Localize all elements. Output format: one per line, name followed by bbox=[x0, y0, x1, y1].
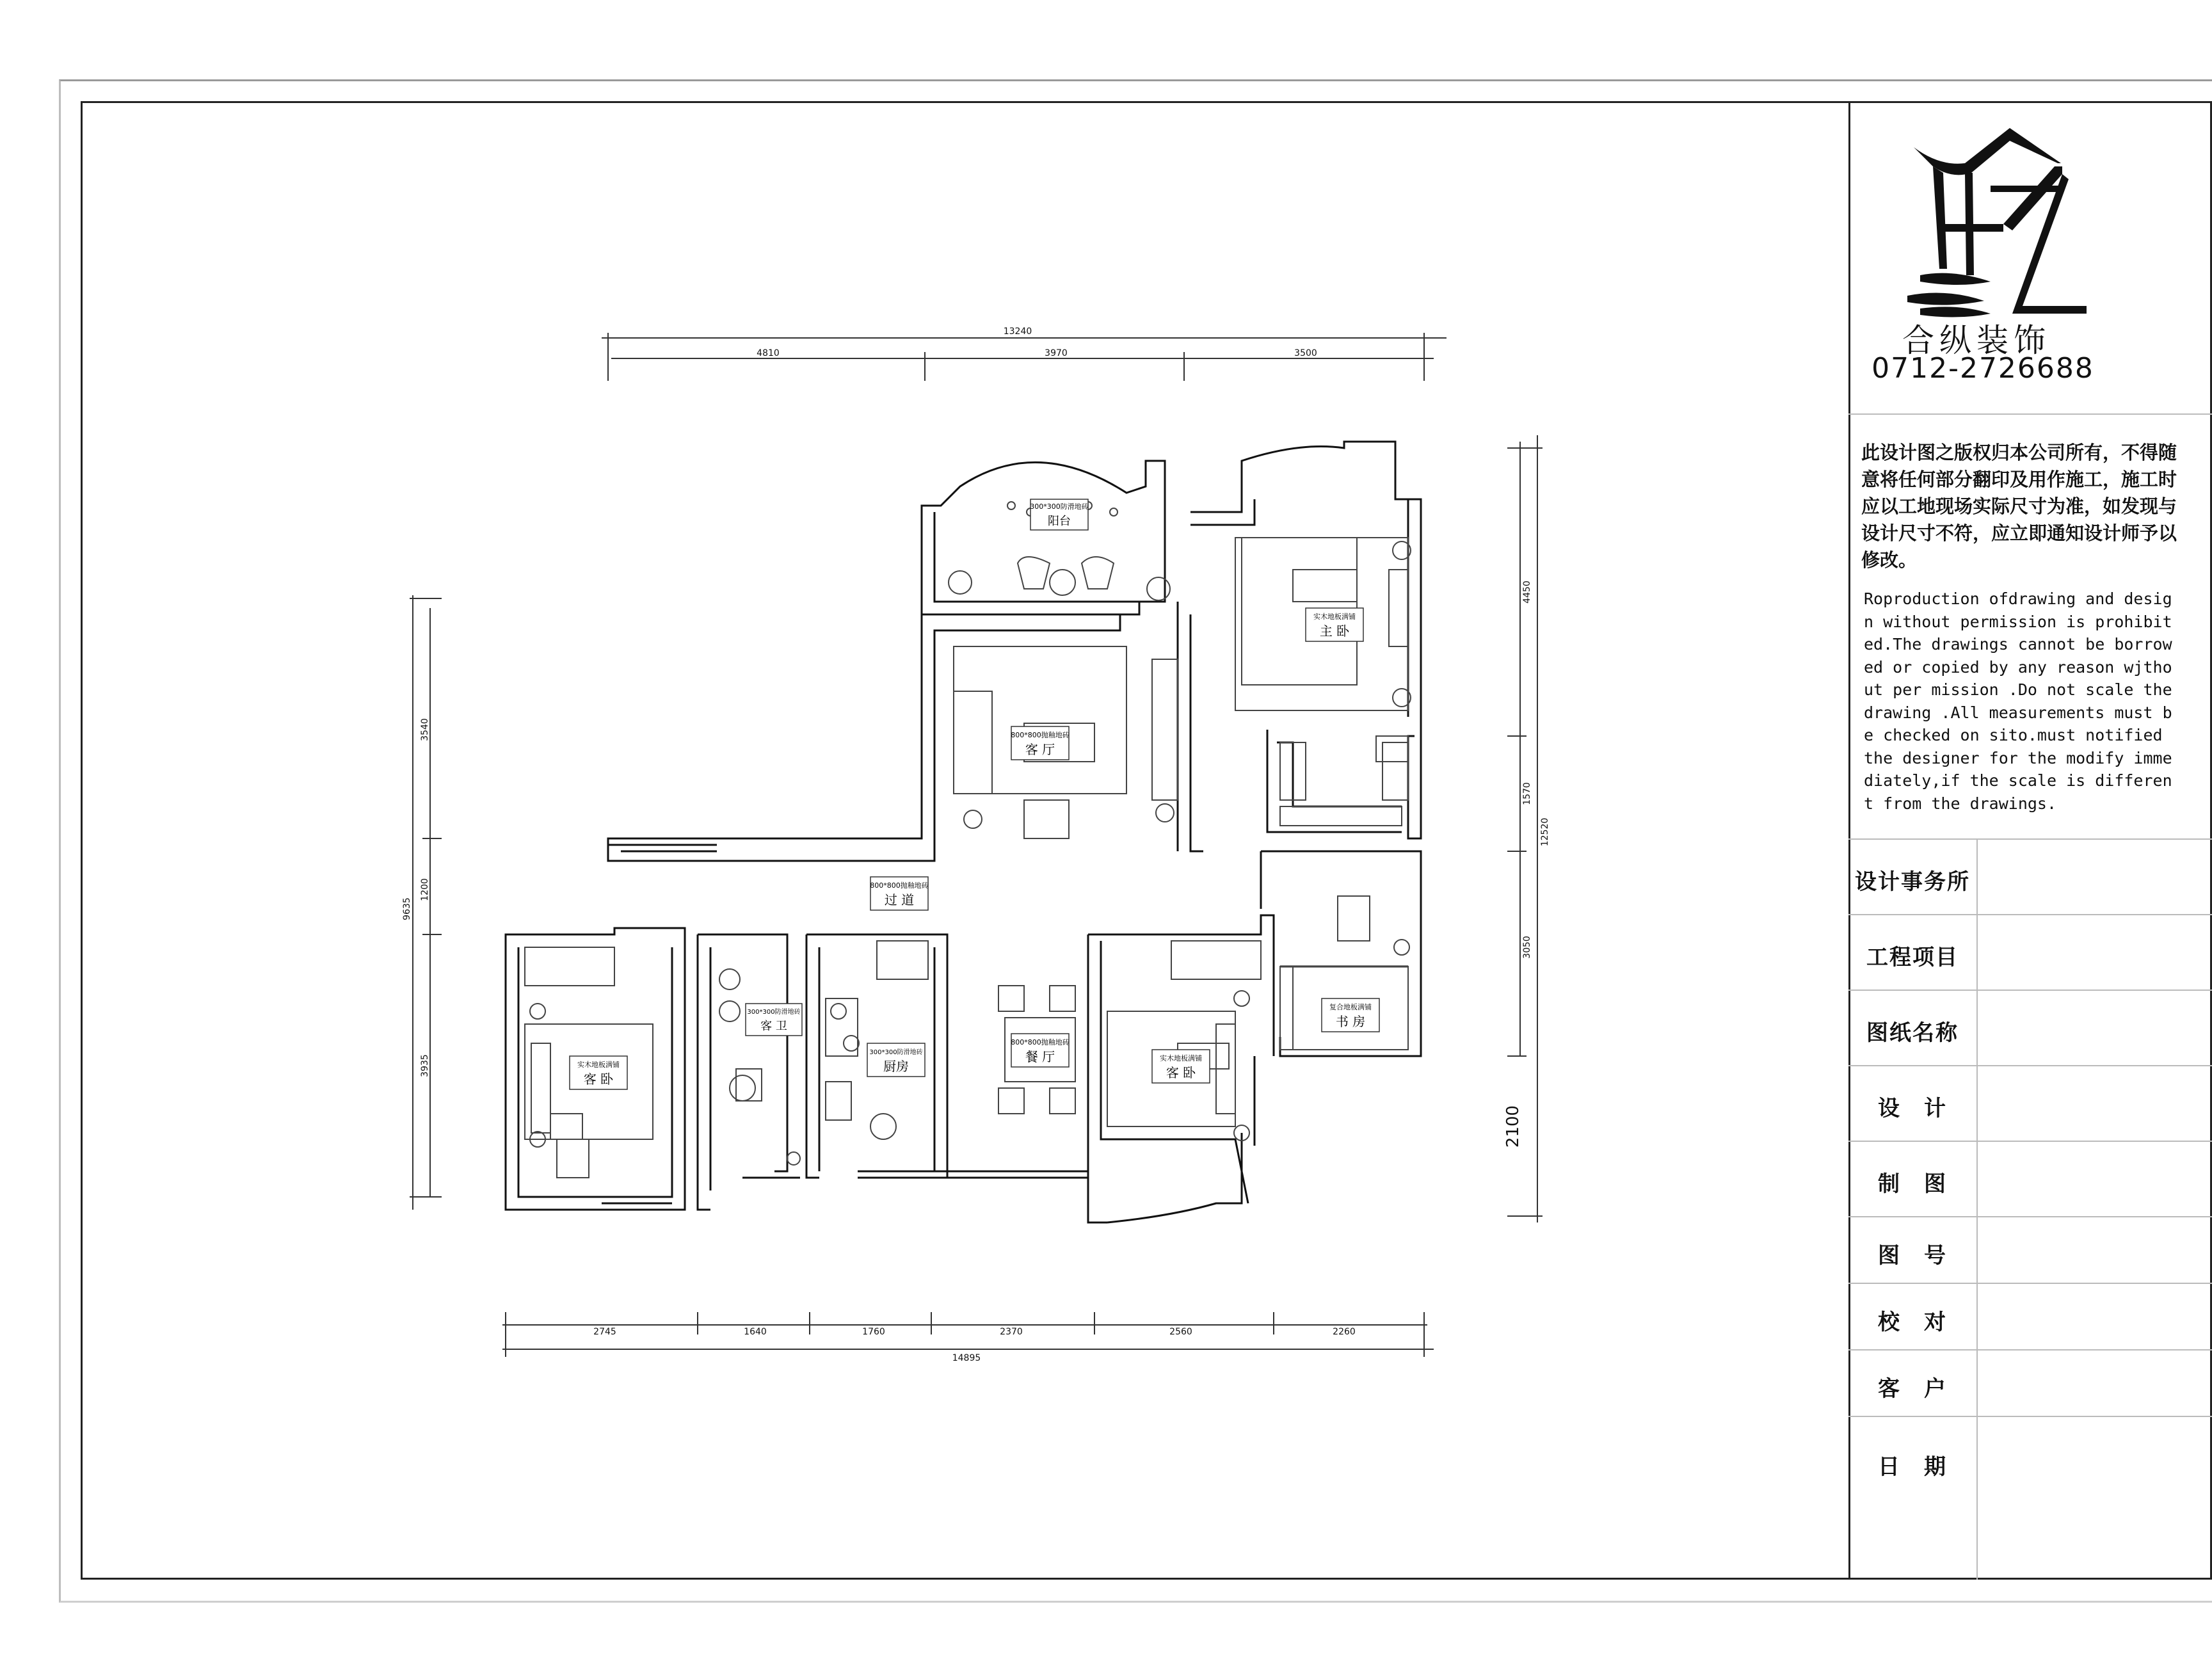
room-guest-bedroom-left bbox=[570, 1056, 627, 1089]
dim-bottom-seg: 2560 bbox=[1169, 1327, 1192, 1337]
room-living bbox=[1011, 726, 1070, 760]
dim-top-seg: 3970 bbox=[1045, 348, 1068, 358]
room-corridor bbox=[870, 877, 929, 910]
row-client bbox=[1848, 1349, 2212, 1416]
room-master-bedroom bbox=[1306, 608, 1363, 641]
row-value bbox=[1976, 915, 2212, 990]
row-label: 设计事务所 bbox=[1855, 869, 1970, 895]
room-floor-note: 复合地板满铺 bbox=[1329, 1003, 1372, 1011]
row-project bbox=[1848, 914, 2212, 990]
room-floor-note: 300*300防滑地砖 bbox=[747, 1009, 801, 1016]
dim-right-total: 12520 bbox=[1540, 817, 1550, 847]
company-phone: 0712-2726688 bbox=[1871, 352, 2094, 385]
row-value bbox=[1976, 1217, 2212, 1283]
room-name: 餐 厅 bbox=[1025, 1049, 1055, 1064]
dim-right-seg: 3050 bbox=[1522, 936, 1532, 959]
row-date bbox=[1848, 1416, 2212, 1580]
row-label: 工程项目 bbox=[1866, 945, 1959, 970]
dim-left-total: 9635 bbox=[402, 897, 412, 920]
row-drafter bbox=[1848, 1141, 2212, 1216]
room-floor-note: 300*300防滑地砖 bbox=[869, 1049, 923, 1056]
room-guest-bedroom-right bbox=[1152, 1050, 1210, 1083]
room-floor-note: 实木地板满铺 bbox=[577, 1061, 620, 1069]
room-name: 客 厅 bbox=[1025, 742, 1055, 757]
dim-top-seg: 4810 bbox=[757, 348, 780, 358]
dim-right-extra: 2100 bbox=[1503, 1105, 1523, 1148]
company-name: 合纵装饰 bbox=[1902, 322, 2051, 359]
row-value bbox=[1976, 991, 2212, 1065]
room-floor-note: 800*800抛釉地砖 bbox=[1011, 731, 1070, 739]
room-kitchen bbox=[867, 1043, 925, 1077]
dim-left-seg: 1200 bbox=[420, 878, 430, 901]
logo-separator bbox=[1848, 413, 2212, 415]
copyright-notice-cn: 此设计图之版权归本公司所有，不得随意将任何部分翻印及用作施工，施工时应以工地现场实际尺寸为准，如发现与设计尺寸不符，应立即通知设计师予以修改。 bbox=[1861, 442, 2177, 571]
room-floor-note: 800*800抛釉地砖 bbox=[870, 881, 929, 890]
dim-top-seg: 3500 bbox=[1294, 348, 1317, 358]
dimension-labels bbox=[402, 326, 1550, 1363]
row-value bbox=[1976, 1350, 2212, 1416]
room-name: 书 房 bbox=[1335, 1014, 1366, 1029]
dim-right-seg: 4450 bbox=[1522, 581, 1532, 604]
row-label: 客 户 bbox=[1878, 1376, 1947, 1402]
row-label: 图纸名称 bbox=[1866, 1020, 1959, 1046]
row-design-office bbox=[1848, 838, 2212, 914]
dim-bottom-total: 14895 bbox=[952, 1353, 981, 1363]
dimension-lines bbox=[410, 333, 1543, 1357]
room-guest-bath bbox=[746, 1004, 802, 1036]
dim-left-seg: 3935 bbox=[420, 1054, 430, 1077]
row-value bbox=[1976, 1417, 2212, 1580]
company-logo-icon bbox=[1895, 128, 2112, 326]
room-name: 主 卧 bbox=[1319, 623, 1350, 639]
dim-right-seg: 1570 bbox=[1522, 782, 1532, 805]
copyright-notice-en: Roproduction ofdrawing and design without permission is prohibited.The drawings cannot be borrowed or copied by any reason wjthout per mission .Do not scale the drawing .All measurements must be checked on sito.must notified the designer for the modify immediately,if the scale is different from the drawings. bbox=[1864, 589, 2172, 813]
room-name: 厨房 bbox=[883, 1059, 909, 1074]
row-label: 设 计 bbox=[1878, 1096, 1947, 1121]
row-value bbox=[1976, 840, 2212, 914]
room-name: 过 道 bbox=[884, 892, 915, 908]
row-checker bbox=[1848, 1283, 2212, 1349]
dim-bottom-seg: 2370 bbox=[1000, 1327, 1023, 1337]
room-floor-note: 800*800抛釉地砖 bbox=[1011, 1038, 1070, 1046]
room-balcony bbox=[1030, 499, 1089, 530]
row-value bbox=[1976, 1066, 2212, 1141]
row-label: 图 号 bbox=[1878, 1243, 1947, 1269]
plan-furniture bbox=[525, 502, 1411, 1178]
room-name: 客 卧 bbox=[583, 1071, 614, 1087]
row-drawing-name bbox=[1848, 990, 2212, 1065]
dim-bottom-seg: 1760 bbox=[862, 1327, 885, 1337]
dim-bottom-seg: 2260 bbox=[1333, 1327, 1356, 1337]
row-drawing-number bbox=[1848, 1216, 2212, 1283]
row-label: 制 图 bbox=[1878, 1171, 1947, 1197]
room-floor-note: 300*300防滑地砖 bbox=[1030, 502, 1089, 511]
room-name: 阳台 bbox=[1048, 515, 1071, 528]
dim-bottom-seg: 1640 bbox=[744, 1327, 767, 1337]
dim-bottom-seg: 2745 bbox=[593, 1327, 616, 1337]
row-label: 日 期 bbox=[1878, 1454, 1947, 1480]
room-study bbox=[1322, 998, 1379, 1032]
title-block-rows bbox=[1848, 838, 2212, 1580]
room-dining bbox=[1011, 1034, 1070, 1067]
room-floor-note: 实木地板满铺 bbox=[1313, 613, 1356, 621]
room-name: 客 卫 bbox=[760, 1020, 787, 1033]
plan-walls bbox=[506, 442, 1421, 1222]
room-name: 客 卧 bbox=[1166, 1065, 1196, 1080]
dim-top-total: 13240 bbox=[1003, 326, 1032, 337]
row-designer bbox=[1848, 1065, 2212, 1141]
row-label: 校 对 bbox=[1878, 1310, 1947, 1335]
row-value bbox=[1976, 1284, 2212, 1349]
dim-left-seg: 3540 bbox=[420, 718, 430, 741]
row-value bbox=[1976, 1142, 2212, 1216]
room-floor-note: 实木地板满铺 bbox=[1160, 1054, 1202, 1062]
